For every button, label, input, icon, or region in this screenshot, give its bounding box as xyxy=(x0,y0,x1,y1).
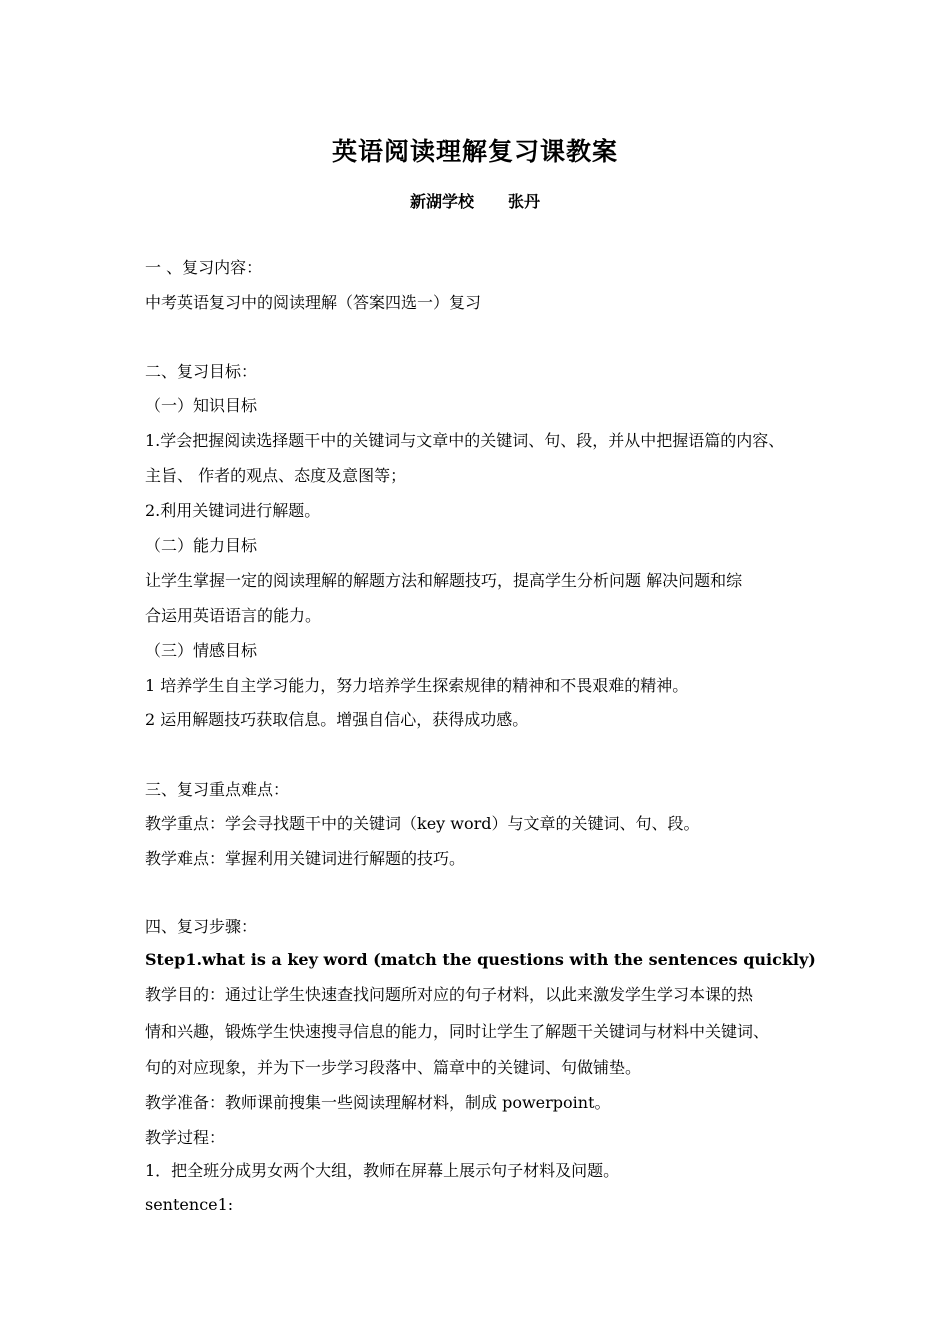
paragraph-line: 教学难点：掌握利用关键词进行解题的技巧。 xyxy=(145,849,466,868)
paragraph-line: 合运用英语语言的能力。 xyxy=(145,606,322,625)
paragraph-line: 1 培养学生自主学习能力，努力培养学生探索规律的精神和不畏艰难的精神。 xyxy=(145,676,689,695)
paragraph-line: 2 运用解题技巧获取信息。增强自信心，获得成功感。 xyxy=(145,710,529,729)
paragraph-line: 1.学会把握阅读选择题干中的关键词与文章中的关键词、句、段，并从中把握语篇的内容、 xyxy=(145,431,785,450)
paragraph-line: 教学过程： xyxy=(145,1128,226,1147)
paragraph-line: 教学准备：教师课前搜集一些阅读理解材料，制成 powerpoint。 xyxy=(145,1093,611,1112)
subheading-knowledge: （一）知识目标 xyxy=(145,396,258,415)
paragraph-line: 2.利用关键词进行解题。 xyxy=(145,501,321,520)
paragraph-line: sentence1: xyxy=(145,1195,234,1214)
subheading-emotion: （三）情感目标 xyxy=(145,641,258,660)
paragraph-line: 句的对应现象，并为下一步学习段落中、篇章中的关键词、句做铺垫。 xyxy=(145,1058,642,1077)
document-title: 英语阅读理解复习课教案 xyxy=(331,137,618,166)
subheading-ability: （二）能力目标 xyxy=(145,536,258,555)
step1-heading: Step1.what is a key word (match the questions with the sentences quickly) xyxy=(145,950,816,969)
section-heading-key-points: 三、复习重点难点： xyxy=(145,780,290,799)
author-name: 张丹 xyxy=(508,192,541,211)
paragraph-line: 中考英语复习中的阅读理解（答案四选一）复习 xyxy=(145,293,482,312)
school-name: 新湖学校 xyxy=(409,192,474,211)
paragraph-line: 教学目的：通过让学生快速查找问题所对应的句子材料，以此来激发学生学习本课的热 xyxy=(145,985,754,1004)
byline xyxy=(0,189,950,212)
paragraph-line: 主旨、 作者的观点、态度及意图等； xyxy=(145,466,407,485)
paragraph-line: 让学生掌握一定的阅读理解的解题方法和解题技巧，提高学生分析问题 解决问题和综 xyxy=(145,571,743,590)
paragraph-line: 教学重点：学会寻找题干中的关键词（key word）与文章的关键词、句、段。 xyxy=(145,814,700,833)
section-heading-objectives: 二、复习目标： xyxy=(145,362,258,381)
paragraph-line: 1．把全班分成男女两个大组，教师在屏幕上展示句子材料及问题。 xyxy=(145,1161,620,1180)
paragraph-line: 情和兴趣，锻炼学生快速搜寻信息的能力，同时让学生了解题干关键词与材料中关键词、 xyxy=(145,1022,770,1041)
section-heading-steps: 四、复习步骤： xyxy=(145,917,258,936)
section-heading-content: 一 、复习内容： xyxy=(145,258,263,277)
